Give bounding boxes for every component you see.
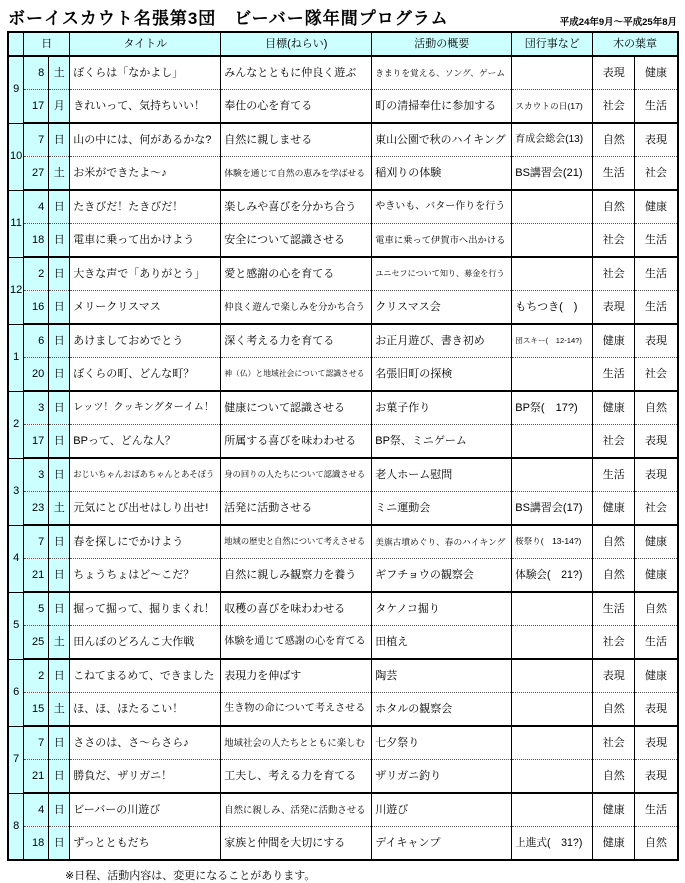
program-row bbox=[8, 291, 678, 325]
overview-cell: 七夕祭り bbox=[372, 726, 512, 760]
goal-cell: 工夫し、考える力を育てる bbox=[221, 760, 372, 794]
event-cell: 体験会( 21?) bbox=[512, 559, 593, 593]
program-row bbox=[8, 492, 678, 526]
badge2-cell: 表現 bbox=[635, 726, 678, 760]
title-cell: 大きな声で「ありがとう」 bbox=[70, 257, 221, 291]
badge1-cell: 自然 bbox=[593, 123, 635, 157]
weekday-cell: 日 bbox=[49, 391, 70, 425]
weekday-cell: 日 bbox=[49, 425, 70, 459]
goal-cell: 活発に活動させる bbox=[221, 492, 372, 526]
program-row bbox=[8, 458, 678, 492]
overview-cell: お菓子作り bbox=[372, 391, 512, 425]
goal-cell: 健康について認識させる bbox=[221, 391, 372, 425]
badge2-cell: 生活 bbox=[635, 291, 678, 325]
badge2-cell: 表現 bbox=[635, 458, 678, 492]
badge2-cell: 表現 bbox=[635, 760, 678, 794]
event-cell bbox=[512, 592, 593, 626]
program-row bbox=[8, 827, 678, 861]
title-cell: ささのは、さ～らさら♪ bbox=[70, 726, 221, 760]
program-row bbox=[8, 123, 678, 157]
month-cell: 1 bbox=[8, 324, 24, 391]
goal-cell: 生き物の命について考えさせる bbox=[221, 693, 372, 727]
table-body bbox=[8, 56, 678, 860]
weekday-cell: 日 bbox=[49, 224, 70, 258]
badge1-cell: 健康 bbox=[593, 827, 635, 861]
event-cell: スカウトの日(17) bbox=[512, 90, 593, 124]
month-cell: 6 bbox=[8, 659, 24, 726]
program-row bbox=[8, 626, 678, 660]
badge1-cell: 生活 bbox=[593, 592, 635, 626]
overview-cell: きまりを覚える、ソング、ゲーム bbox=[372, 56, 512, 90]
date-cell: 7 bbox=[24, 726, 49, 760]
weekday-cell: 月 bbox=[49, 90, 70, 124]
badge2-cell: 健康 bbox=[635, 559, 678, 593]
program-row bbox=[8, 358, 678, 392]
badge2-cell: 生活 bbox=[635, 224, 678, 258]
month-cell: 10 bbox=[8, 123, 24, 190]
badge1-cell: 表現 bbox=[593, 291, 635, 325]
program-row bbox=[8, 659, 678, 693]
footnote: ※日程、活動内容は、変更になることがあります。 bbox=[65, 870, 316, 882]
title-cell: お米ができたよ～♪ bbox=[70, 157, 221, 191]
overview-cell: クリスマス会 bbox=[372, 291, 512, 325]
badge2-cell: 表現 bbox=[635, 123, 678, 157]
period-label: 平成24年9月～平成25年8月 bbox=[559, 17, 677, 28]
overview-cell: 東山公園で秋のハイキング bbox=[372, 123, 512, 157]
badge2-cell: 社会 bbox=[635, 157, 678, 191]
badge2-cell: 生活 bbox=[635, 257, 678, 291]
overview-cell: ユニセフについて知り、募金を行う bbox=[372, 257, 512, 291]
weekday-cell: 日 bbox=[49, 559, 70, 593]
goal-cell: 自然に親しみ、活発に活動させる bbox=[221, 793, 372, 827]
date-cell: 7 bbox=[24, 123, 49, 157]
overview-cell: ミニ運動会 bbox=[372, 492, 512, 526]
event-cell bbox=[512, 224, 593, 258]
weekday-cell: 日 bbox=[49, 123, 70, 157]
title-cell: 元気にとび出せはしり出せ! bbox=[70, 492, 221, 526]
title-cell: あけましておめでとう bbox=[70, 324, 221, 358]
date-cell: 2 bbox=[24, 659, 49, 693]
event-cell: 育成会総会(13) bbox=[512, 123, 593, 157]
badge2-cell: 社会 bbox=[635, 358, 678, 392]
goal-cell: 楽しみや喜びを分かち合う bbox=[221, 190, 372, 224]
goal-cell: 身の回りの人たちについて認識させる bbox=[221, 458, 372, 492]
date-cell: 3 bbox=[24, 458, 49, 492]
overview-cell: 美旗古墳めぐり、春のハイキング bbox=[372, 525, 512, 559]
month-cell: 7 bbox=[8, 726, 24, 793]
program-row bbox=[8, 90, 678, 124]
event-cell bbox=[512, 425, 593, 459]
overview-cell: 電車に乗って伊賀市へ出かける bbox=[372, 224, 512, 258]
program-row bbox=[8, 157, 678, 191]
month-cell: 12 bbox=[8, 257, 24, 324]
date-cell: 2 bbox=[24, 257, 49, 291]
event-cell: 団スキー( 12-14?) bbox=[512, 324, 593, 358]
day-col-header: 日 bbox=[24, 32, 70, 56]
overview-cell: 陶芸 bbox=[372, 659, 512, 693]
weekday-cell: 日 bbox=[49, 190, 70, 224]
badge1-cell: 社会 bbox=[593, 224, 635, 258]
month-cell: 5 bbox=[8, 592, 24, 659]
overview-cell: 田植え bbox=[372, 626, 512, 660]
title-cell: ぼくらは「なかよし」 bbox=[70, 56, 221, 90]
goal-cell: 深く考える力を育てる bbox=[221, 324, 372, 358]
program-row bbox=[8, 760, 678, 794]
badge1-cell: 生活 bbox=[593, 157, 635, 191]
program-row bbox=[8, 793, 678, 827]
title-cell: BPって、どんな人？ bbox=[70, 425, 221, 459]
event-cell bbox=[512, 793, 593, 827]
date-cell: 15 bbox=[24, 693, 49, 727]
date-cell: 18 bbox=[24, 224, 49, 258]
event-cell bbox=[512, 358, 593, 392]
weekday-cell: 日 bbox=[49, 726, 70, 760]
title-cell: メリークリスマス bbox=[70, 291, 221, 325]
program-row bbox=[8, 257, 678, 291]
date-cell: 3 bbox=[24, 391, 49, 425]
title-cell: ぼくらの町、どんな町？ bbox=[70, 358, 221, 392]
goal-cell: 表現力を伸ばす bbox=[221, 659, 372, 693]
title-cell: ほ、ほ、ほたるこい！ bbox=[70, 693, 221, 727]
title-cell: こねてまるめて、できました bbox=[70, 659, 221, 693]
date-cell: 17 bbox=[24, 425, 49, 459]
goal-cell: 仲良く遊んで楽しみを分かち合う bbox=[221, 291, 372, 325]
program-row bbox=[8, 391, 678, 425]
badge1-cell: 自然 bbox=[593, 525, 635, 559]
badge2-cell: 生活 bbox=[635, 626, 678, 660]
month-cell: 4 bbox=[8, 525, 24, 592]
weekday-cell: 土 bbox=[49, 693, 70, 727]
badge2-cell: 健康 bbox=[635, 190, 678, 224]
weekday-cell: 日 bbox=[49, 291, 70, 325]
badge2-cell: 表現 bbox=[635, 324, 678, 358]
title-col-header: タイトル bbox=[70, 32, 221, 56]
overview-cell: 老人ホーム慰問 bbox=[372, 458, 512, 492]
weekday-cell: 土 bbox=[49, 626, 70, 660]
date-cell: 21 bbox=[24, 559, 49, 593]
badge1-cell: 健康 bbox=[593, 391, 635, 425]
program-row bbox=[8, 559, 678, 593]
event-cell bbox=[512, 458, 593, 492]
weekday-cell: 土 bbox=[49, 492, 70, 526]
badge1-cell: 生活 bbox=[593, 358, 635, 392]
month-cell: 11 bbox=[8, 190, 24, 257]
weekday-cell: 日 bbox=[49, 659, 70, 693]
badge1-cell: 自然 bbox=[593, 760, 635, 794]
event-cell: 上進式( 31?) bbox=[512, 827, 593, 861]
title-cell: ずっとともだち bbox=[70, 827, 221, 861]
badge2-cell: 表現 bbox=[635, 425, 678, 459]
weekday-cell: 日 bbox=[49, 358, 70, 392]
program-row bbox=[8, 525, 678, 559]
page-title: ボーイスカウト名張第3団 ビーバー隊年間プログラム bbox=[8, 9, 449, 28]
date-cell: 5 bbox=[24, 592, 49, 626]
badge2-cell: 自然 bbox=[635, 391, 678, 425]
overview-cell: ホタルの観察会 bbox=[372, 693, 512, 727]
goal-cell: 地域社会の人たちとともに楽しむ bbox=[221, 726, 372, 760]
overview-cell: 町の清掃奉仕に参加する bbox=[372, 90, 512, 124]
event-col-header: 団行事など bbox=[512, 32, 593, 56]
title-cell: ちょうちょはど～こだ？ bbox=[70, 559, 221, 593]
event-cell bbox=[512, 257, 593, 291]
title-cell: レッツ！クッキングターイム！ bbox=[70, 391, 221, 425]
overview-cell: 名張旧町の探検 bbox=[372, 358, 512, 392]
event-cell: もちつき( ) bbox=[512, 291, 593, 325]
title-cell: 春を探しにでかけよう bbox=[70, 525, 221, 559]
title-cell: きれいって、気持ちいい！ bbox=[70, 90, 221, 124]
title-cell: 電車に乗って出かけよう bbox=[70, 224, 221, 258]
badge2-cell: 生活 bbox=[635, 90, 678, 124]
overview-cell: 稲刈りの体験 bbox=[372, 157, 512, 191]
date-cell: 20 bbox=[24, 358, 49, 392]
overview-cell: お正月遊び、書き初め bbox=[372, 324, 512, 358]
badge1-cell: 健康 bbox=[593, 492, 635, 526]
goal-cell: 収穫の喜びを味わわせる bbox=[221, 592, 372, 626]
event-cell bbox=[512, 56, 593, 90]
overview-cell: BP祭、ミニゲーム bbox=[372, 425, 512, 459]
overview-cell: デイキャンプ bbox=[372, 827, 512, 861]
title-cell: 勝負だ、ザリガニ！ bbox=[70, 760, 221, 794]
program-row bbox=[8, 324, 678, 358]
weekday-cell: 日 bbox=[49, 525, 70, 559]
goal-cell: 体験を通じて感謝の心を育てる bbox=[221, 626, 372, 660]
goal-cell: 体験を通じて自然の恵みを学ばせる bbox=[221, 157, 372, 191]
goal-cell: 奉仕の心を育てる bbox=[221, 90, 372, 124]
badge2-cell: 社会 bbox=[635, 492, 678, 526]
month-cell: 8 bbox=[8, 793, 24, 860]
goal-cell: みんなとともに仲良く遊ぶ bbox=[221, 56, 372, 90]
month-cell: 9 bbox=[8, 56, 24, 123]
date-cell: 17 bbox=[24, 90, 49, 124]
weekday-cell: 土 bbox=[49, 56, 70, 90]
weekday-cell: 日 bbox=[49, 458, 70, 492]
program-row bbox=[8, 190, 678, 224]
overview-cell: ザリガニ釣り bbox=[372, 760, 512, 794]
badge-col-header: 木の葉章 bbox=[593, 32, 678, 56]
badge1-cell: 社会 bbox=[593, 626, 635, 660]
badge2-cell: 生活 bbox=[635, 793, 678, 827]
badge1-cell: 表現 bbox=[593, 56, 635, 90]
overview-cell: ギフチョウの観察会 bbox=[372, 559, 512, 593]
month-col-header bbox=[8, 32, 24, 56]
date-cell: 16 bbox=[24, 291, 49, 325]
badge2-cell: 自然 bbox=[635, 592, 678, 626]
date-cell: 6 bbox=[24, 324, 49, 358]
program-row bbox=[8, 693, 678, 727]
goal-cell: 所属する喜びを味わわせる bbox=[221, 425, 372, 459]
badge1-cell: 社会 bbox=[593, 726, 635, 760]
event-cell: BS講習会(21) bbox=[512, 157, 593, 191]
badge1-cell: 自然 bbox=[593, 559, 635, 593]
title-cell: 掘って掘って、掘りまくれ！ bbox=[70, 592, 221, 626]
event-cell bbox=[512, 726, 593, 760]
date-cell: 4 bbox=[24, 793, 49, 827]
date-cell: 18 bbox=[24, 827, 49, 861]
weekday-cell: 日 bbox=[49, 257, 70, 291]
badge2-cell: 自然 bbox=[635, 827, 678, 861]
program-row bbox=[8, 56, 678, 90]
title-cell: たきびだ！たきびだ！ bbox=[70, 190, 221, 224]
badge1-cell: 社会 bbox=[593, 425, 635, 459]
weekday-cell: 日 bbox=[49, 760, 70, 794]
goal-cell: 自然に親しませる bbox=[221, 123, 372, 157]
page-header bbox=[8, 4, 677, 29]
overview-col-header: 活動の概要 bbox=[372, 32, 512, 56]
event-cell: BS講習会(17) bbox=[512, 492, 593, 526]
program-row bbox=[8, 726, 678, 760]
date-cell: 4 bbox=[24, 190, 49, 224]
goal-cell: 神（仏）と地域社会について認識させる bbox=[221, 358, 372, 392]
date-cell: 27 bbox=[24, 157, 49, 191]
program-row bbox=[8, 592, 678, 626]
event-cell: 桜祭り( 13-14?) bbox=[512, 525, 593, 559]
weekday-cell: 土 bbox=[49, 157, 70, 191]
goal-cell: 安全について認識させる bbox=[221, 224, 372, 258]
title-cell: 田んぼのどろんこ大作戦 bbox=[70, 626, 221, 660]
badge1-cell: 社会 bbox=[593, 90, 635, 124]
badge1-cell: 表現 bbox=[593, 659, 635, 693]
title-cell: ビーバーの川遊び bbox=[70, 793, 221, 827]
event-cell bbox=[512, 760, 593, 794]
title-cell: おじいちゃんおばあちゃんとあそぼう bbox=[70, 458, 221, 492]
badge2-cell: 健康 bbox=[635, 659, 678, 693]
date-cell: 7 bbox=[24, 525, 49, 559]
weekday-cell: 日 bbox=[49, 324, 70, 358]
event-cell bbox=[512, 693, 593, 727]
date-cell: 8 bbox=[24, 56, 49, 90]
table-header-row bbox=[8, 32, 678, 56]
badge1-cell: 生活 bbox=[593, 458, 635, 492]
date-cell: 25 bbox=[24, 626, 49, 660]
program-row bbox=[8, 224, 678, 258]
goal-cell: 家族と仲間を大切にする bbox=[221, 827, 372, 861]
event-cell bbox=[512, 626, 593, 660]
weekday-cell: 日 bbox=[49, 592, 70, 626]
month-cell: 3 bbox=[8, 458, 24, 525]
badge2-cell: 表現 bbox=[635, 693, 678, 727]
goal-cell: 自然に親しみ観察力を養う bbox=[221, 559, 372, 593]
overview-cell: 川遊び bbox=[372, 793, 512, 827]
goal-cell: 愛と感謝の心を育てる bbox=[221, 257, 372, 291]
weekday-cell: 日 bbox=[49, 793, 70, 827]
date-cell: 21 bbox=[24, 760, 49, 794]
event-cell: BP祭( 17?) bbox=[512, 391, 593, 425]
badge1-cell: 自然 bbox=[593, 693, 635, 727]
overview-cell: やきいも、バター作りを行う bbox=[372, 190, 512, 224]
event-cell bbox=[512, 659, 593, 693]
date-cell: 23 bbox=[24, 492, 49, 526]
badge1-cell: 健康 bbox=[593, 324, 635, 358]
badge1-cell: 自然 bbox=[593, 190, 635, 224]
program-row bbox=[8, 425, 678, 459]
event-cell bbox=[512, 190, 593, 224]
annual-program-table bbox=[7, 31, 679, 861]
weekday-cell: 日 bbox=[49, 827, 70, 861]
goal-cell: 地域の歴史と自然について考えさせる bbox=[221, 525, 372, 559]
month-cell: 2 bbox=[8, 391, 24, 458]
overview-cell: タケノコ掘り bbox=[372, 592, 512, 626]
goal-col-header: 目標(ねらい) bbox=[221, 32, 372, 56]
title-cell: 山の中には、何があるかな? bbox=[70, 123, 221, 157]
badge2-cell: 健康 bbox=[635, 525, 678, 559]
badge2-cell: 健康 bbox=[635, 56, 678, 90]
badge1-cell: 社会 bbox=[593, 257, 635, 291]
badge1-cell: 健康 bbox=[593, 793, 635, 827]
